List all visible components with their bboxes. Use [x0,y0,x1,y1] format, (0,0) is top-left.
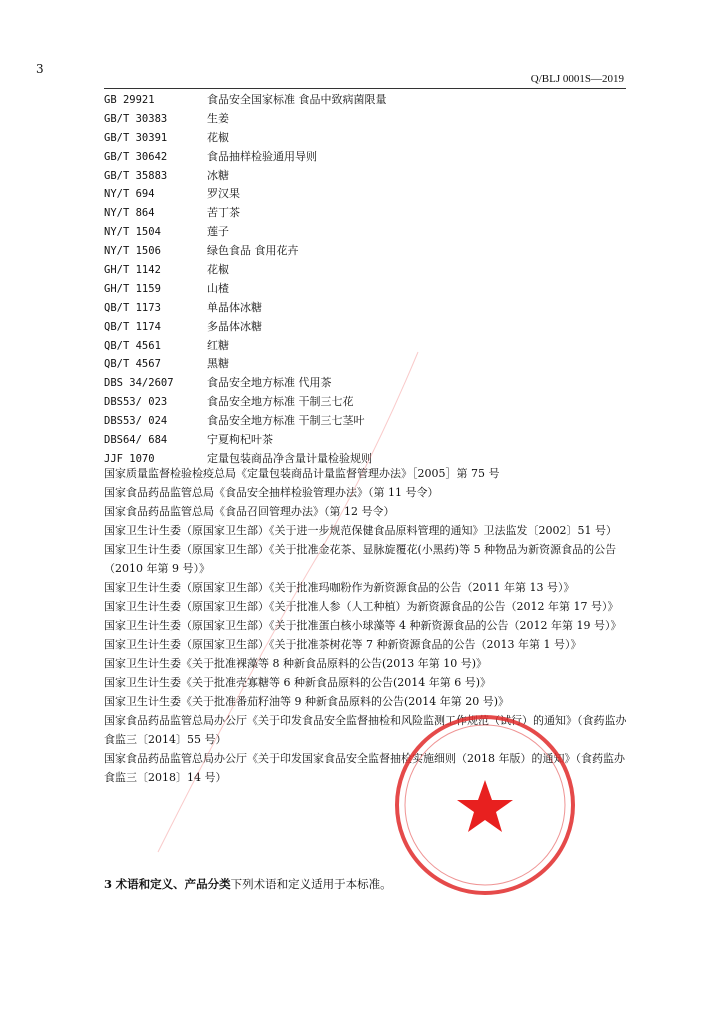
standard-code: QB/T 1174 [104,320,161,333]
reference-item: 国家卫生计生委（原国家卫生部）《关于批准茶树花等 7 种新资源食品的公告（2013 年第 1 号）》 [104,638,582,651]
reference-item: 国家卫生计生委《关于批准裸藻等 8 种新食品原料的公告(2013 年第 10 号)》 [104,657,488,670]
standard-name: 多晶体冰糖 [207,319,262,333]
reference-item: 国家卫生计生委（原国家卫生部）《关于批准蛋白核小球藻等 4 种新资源食品的公告（2012 年第 19 号）》 [104,619,622,632]
standard-code: NY/T 1504 [104,226,161,239]
standard-code: GB/T 30642 [104,150,168,163]
standard-row [104,280,644,299]
section-heading [104,876,392,892]
standard-row [104,91,644,110]
standard-code: GB 29921 [104,94,155,106]
standard-name: 莲子 [207,225,229,239]
standard-row [104,185,644,204]
standard-row [104,299,644,318]
standard-code: GB/T 35883 [104,169,168,182]
standard-name: 黑糖 [207,357,229,371]
standard-code: GB/T 30391 [104,131,168,144]
reference-item: 国家卫生计生委（原国家卫生部）《关于进一步规范保健食品原料管理的通知》卫法监发〔2002〕51 号） [104,524,617,537]
standard-row [104,261,644,280]
standard-name: 罗汉果 [207,187,240,201]
standard-name: 食品安全国家标准 食品中致病菌限量 [207,93,387,106]
standard-code: NY/T 864 [104,207,155,220]
reference-item: 国家卫生计生委（原国家卫生部）《关于批准金花茶、显脉旋覆花(小黑药)等 5 种物品为新资源食品的公告（2010 年第 9 号）》 [104,543,617,575]
standard-row [104,167,644,186]
standard-row [104,110,644,129]
reference-item: 国家卫生计生委《关于批准壳寡糖等 6 种新食品原料的公告(2014 年第 6 号)》 [104,676,492,689]
standard-name: 红糖 [207,338,229,352]
standard-code: DBS53/ 024 [104,415,168,428]
standard-name: 食品安全地方标准 干制三七花 [207,395,354,409]
standard-name: 冰糖 [207,168,229,182]
standard-name: 食品安全地方标准 干制三七茎叶 [207,414,365,428]
section-number: 3 [104,877,113,891]
standard-code: GH/T 1142 [104,264,161,277]
standard-row [104,129,644,148]
standard-name: 绿色食品 食用花卉 [207,244,299,258]
standard-row [104,223,644,242]
standard-name: 食品抽样检验通用导则 [207,149,317,163]
standard-code: GB/T 30383 [104,112,168,125]
standard-code: DBS53/ 023 [104,396,168,409]
page-number: 3 [36,62,44,76]
reference-item: 国家食品药品监管总局办公厅《关于印发食品安全监督抽检和风险监测工作规范（试行）的通知》（食药监办食监三〔2014〕55 号） [104,714,627,746]
standard-code: QB/T 4567 [104,358,161,371]
document-code: Q/BLJ 0001S—2019 [530,73,624,85]
standard-code: QB/T 1173 [104,301,161,314]
standard-row [104,204,644,223]
reference-item: 国家食品药品监管总局《食品安全抽样检验管理办法》（第 11 号令） [104,486,439,499]
standard-row [104,148,644,167]
reference-item: 国家卫生计生委（原国家卫生部）《关于批准玛咖粉作为新资源食品的公告（2011 年第 13 号）》 [104,581,575,594]
standard-name: 生姜 [207,111,229,125]
standard-code: NY/T 694 [104,188,155,201]
standard-name: 山楂 [207,281,229,295]
standard-name: 定量包装商品净含量计量检验规则 [207,451,372,465]
section-title: 术语和定义、产品分类 [115,877,231,891]
reference-item: 国家卫生计生委（原国家卫生部）《关于批准人参（人工种植）为新资源食品的公告（2012 年第 17 号）》 [104,600,619,613]
standard-name: 花椒 [207,130,229,144]
seal-star-icon [457,780,513,832]
section-text: 下列术语和定义适用于本标准。 [230,877,392,891]
company-seal [390,710,580,900]
reference-item: 国家卫生计生委《关于批准番茄籽油等 9 种新食品原料的公告(2014 年第 20 号)》 [104,695,510,708]
standard-name: 食品安全地方标准 代用茶 [207,376,332,390]
reference-item: 国家质量监督检验检疫总局《定量包装商品计量监督管理办法》［2005］第 75 号 [104,467,500,480]
standard-code: NY/T 1506 [104,245,161,258]
standard-name: 花椒 [207,263,229,277]
standard-name: 宁夏枸杞叶茶 [207,433,273,447]
reference-item: 国家食品药品监管总局办公厅《关于印发国家食品安全监督抽检实施细则（2018 年版）的通知》（食药监办食监三〔2018〕14 号） [104,752,625,784]
standard-code: QB/T 4561 [104,339,161,352]
standard-code: GH/T 1159 [104,282,161,295]
standard-code: JJF 1070 [104,452,155,465]
standard-code: DBS64/ 684 [104,434,168,447]
standard-name: 苦丁茶 [207,206,240,220]
standard-code: DBS 34/2607 [104,377,174,390]
reference-item: 国家食品药品监管总局《食品召回管理办法》（第 12 号令） [104,505,395,518]
standard-row [104,242,644,261]
header-rule [104,88,626,89]
standard-name: 单晶体冰糖 [207,300,262,314]
